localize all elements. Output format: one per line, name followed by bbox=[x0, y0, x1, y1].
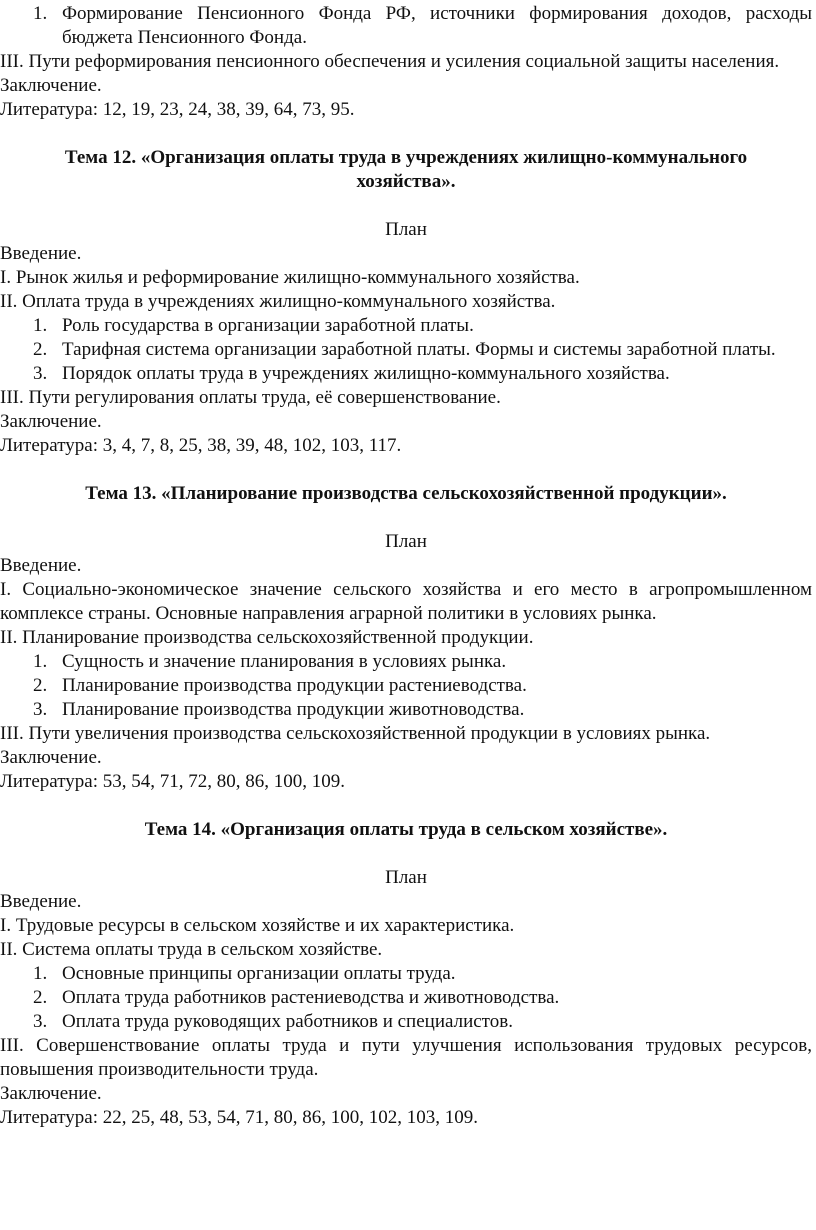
section-3-text: III. Пути регулирования оплаты труда, её совершенствование. bbox=[0, 387, 501, 408]
list-item bbox=[0, 650, 812, 674]
list-item bbox=[0, 698, 812, 722]
list-item-text: Роль государства в организации заработной платы. bbox=[62, 315, 474, 336]
list-item bbox=[0, 1010, 812, 1034]
list-item-number: 3. bbox=[33, 699, 48, 720]
section-3-text: III. Совершенствование оплаты труда и пути улучшения использования трудовых ресурсов, повышения производительности труда. bbox=[0, 1035, 812, 1080]
theme-14-title: Тема 14. «Организация оплаты труда в сельском хозяйстве». bbox=[144, 819, 668, 840]
list-item-number: 2. bbox=[33, 339, 48, 360]
list-item-text: Оплата труда работников растениеводства и животноводства. bbox=[62, 987, 560, 1008]
list-item-text: Формирование Пенсионного Фонда РФ, источники формирования доходов, расходы бюджета Пенсионного Фонда. bbox=[62, 3, 812, 48]
literature-text: Литература: 3, 4, 7, 8, 25, 38, 39, 48, 102, 103, 117. bbox=[0, 435, 402, 456]
plan-heading: План bbox=[385, 219, 427, 240]
conclusion-text: Заключение. bbox=[0, 1083, 102, 1104]
list-item bbox=[0, 962, 812, 986]
section-1-text: I. Рынок жилья и реформирование жилищно-коммунального хозяйства. bbox=[0, 267, 580, 288]
list-item bbox=[0, 362, 812, 386]
list-item-number: 1. bbox=[33, 3, 48, 24]
literature-text: Литература: 53, 54, 71, 72, 80, 86, 100, 109. bbox=[0, 771, 345, 792]
intro-text: Введение. bbox=[0, 243, 82, 264]
section-1-text: I. Социально-экономическое значение сельского хозяйства и его место в агропромышленном комплексе страны. Основные направления аграрной политики в условиях рынка. bbox=[0, 579, 812, 624]
list-item bbox=[0, 986, 812, 1010]
list-item-number: 3. bbox=[33, 1011, 48, 1032]
section-2-text: II. Оплата труда в учреждениях жилищно-коммунального хозяйства. bbox=[0, 291, 556, 312]
list-item-text: Планирование производства продукции животноводства. bbox=[62, 699, 525, 720]
literature-text: Литература: 22, 25, 48, 53, 54, 71, 80, 86, 100, 102, 103, 109. bbox=[0, 1107, 478, 1128]
list-item-number: 1. bbox=[33, 651, 48, 672]
list-item-number: 1. bbox=[33, 315, 48, 336]
list-item-text: Порядок оплаты труда в учреждениях жилищно-коммунального хозяйства. bbox=[62, 363, 670, 384]
list-item bbox=[0, 2, 812, 50]
theme-12-title: Тема 12. «Организация оплаты труда в учреждениях жилищно-коммунального хозяйства». bbox=[64, 147, 748, 192]
list-item-number: 3. bbox=[33, 363, 48, 384]
plan-heading: План bbox=[385, 867, 427, 888]
list-item-text: Сущность и значение планирования в условиях рынка. bbox=[62, 651, 507, 672]
list-item-number: 1. bbox=[33, 963, 48, 984]
conclusion-text: Заключение. bbox=[0, 75, 102, 96]
list-item-number: 2. bbox=[33, 675, 48, 696]
intro-text: Введение. bbox=[0, 891, 82, 912]
section-2-text: II. Система оплаты труда в сельском хозяйстве. bbox=[0, 939, 383, 960]
list-item bbox=[0, 314, 812, 338]
document-page bbox=[0, 2, 812, 1130]
intro-text: Введение. bbox=[0, 555, 82, 576]
section-1-text: I. Трудовые ресурсы в сельском хозяйстве и их характеристика. bbox=[0, 915, 515, 936]
section-3-text: III. Пути реформирования пенсионного обеспечения и усиления социальной защиты населения. bbox=[0, 51, 780, 72]
list-item bbox=[0, 338, 812, 362]
theme-13-title: Тема 13. «Планирование производства сельскохозяйственной продукции». bbox=[85, 483, 727, 504]
list-item bbox=[0, 674, 812, 698]
section-2-text: II. Планирование производства сельскохозяйственной продукции. bbox=[0, 627, 534, 648]
list-item-text: Планирование производства продукции растениеводства. bbox=[62, 675, 527, 696]
list-item-number: 2. bbox=[33, 987, 48, 1008]
section-3-text: III. Пути увеличения производства сельскохозяйственной продукции в условиях рынка. bbox=[0, 723, 711, 744]
list-item-text: Основные принципы организации оплаты труда. bbox=[62, 963, 456, 984]
conclusion-text: Заключение. bbox=[0, 411, 102, 432]
plan-heading: План bbox=[385, 531, 427, 552]
conclusion-text: Заключение. bbox=[0, 747, 102, 768]
literature-text: Литература: 12, 19, 23, 24, 38, 39, 64, 73, 95. bbox=[0, 99, 355, 120]
list-item-text: Тарифная система организации заработной платы. Формы и системы заработной платы. bbox=[62, 339, 776, 360]
list-item-text: Оплата труда руководящих работников и специалистов. bbox=[62, 1011, 513, 1032]
